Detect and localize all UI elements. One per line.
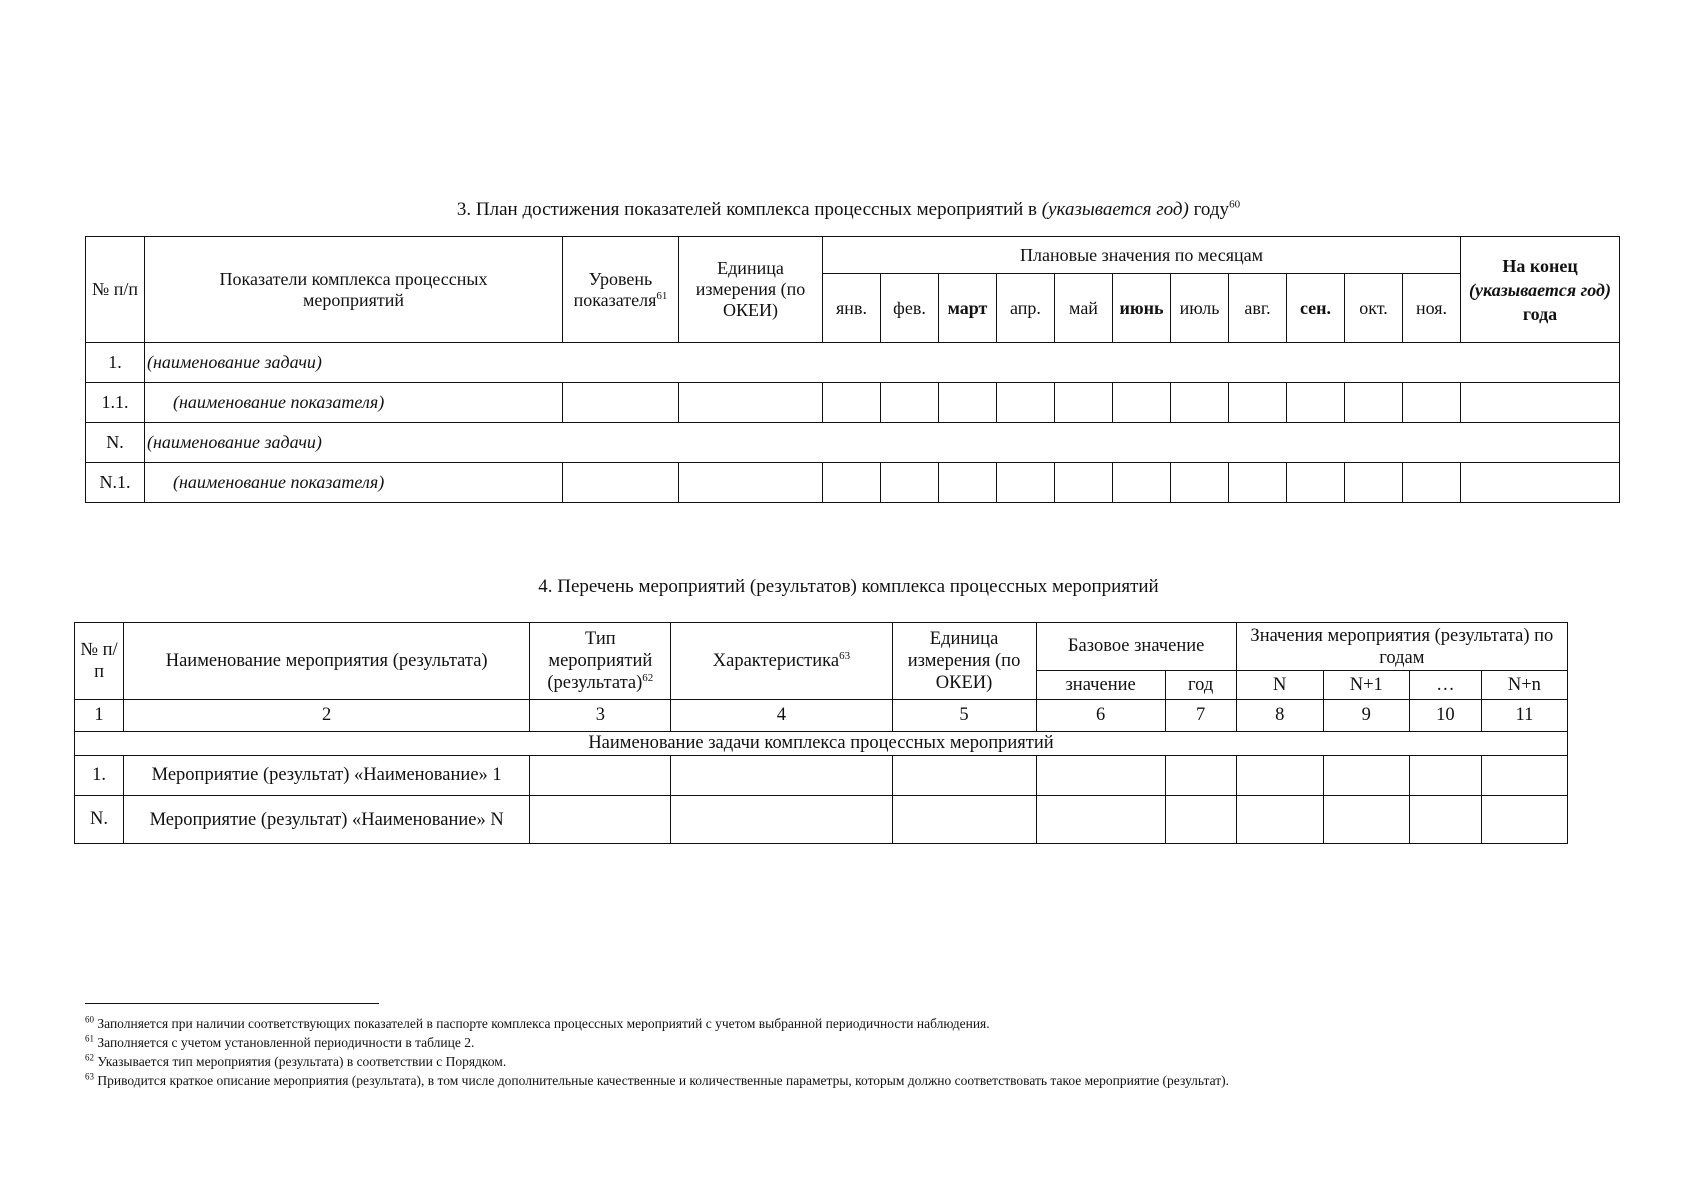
header-year-n-plus-1: N+1: [1323, 671, 1409, 700]
empty-cell: [563, 383, 679, 423]
header-unit: Единица измерения (по ОКЕИ): [892, 623, 1036, 700]
header-num: № п/п: [86, 237, 145, 343]
header-end-italic: (указывается год): [1469, 279, 1611, 300]
header-end-of-year: [1461, 237, 1620, 343]
indicators-plan-table: [85, 236, 1620, 503]
footnote-text: Указывается тип мероприятия (результата) в соответствии с Порядком.: [94, 1054, 507, 1069]
empty-cell: [1171, 383, 1229, 423]
month-feb: фев.: [881, 274, 939, 343]
empty-cell: [997, 383, 1055, 423]
footnote-62: [85, 1052, 1229, 1071]
empty-cell: [1345, 383, 1403, 423]
column-number: 4: [671, 700, 892, 732]
footnote-number: 62: [85, 1052, 94, 1063]
column-number: 9: [1323, 700, 1409, 732]
footnote-number: 63: [85, 1071, 94, 1082]
footnote-ref-60: 60: [1229, 198, 1241, 211]
empty-cell: [1236, 796, 1323, 844]
empty-cell: [881, 383, 939, 423]
footnote-separator: [85, 1003, 379, 1004]
row-num: 1.: [86, 343, 145, 383]
indicator-name: (наименование показателя): [145, 383, 563, 423]
column-number: 5: [892, 700, 1036, 732]
header-yearly-values: Значения мероприятия (результата) по годам: [1236, 623, 1567, 671]
section3-title-suffix: году: [1188, 199, 1230, 220]
header-level: [563, 237, 679, 343]
column-number: 1: [75, 700, 124, 732]
section4-title: 4. Перечень мероприятий (результатов) комплекса процессных мероприятий: [538, 576, 1159, 597]
header-end-bold1: На конец: [1502, 255, 1578, 276]
row-num: N.1.: [86, 463, 145, 503]
empty-cell: [1323, 756, 1409, 796]
empty-cell: [892, 756, 1036, 796]
activities-table: [74, 622, 1568, 844]
month-jul: июль: [1171, 274, 1229, 343]
empty-cell: [1036, 756, 1165, 796]
empty-cell: [1171, 463, 1229, 503]
table-row: [86, 463, 1620, 503]
header-activity-type: [530, 623, 671, 700]
table-row: [86, 343, 1620, 383]
header-year-n: N: [1236, 671, 1323, 700]
month-may: май: [1055, 274, 1113, 343]
header-characteristic: [671, 623, 892, 700]
header-activity-name: Наименование мероприятия (результата): [124, 623, 530, 700]
footnote-text: Приводится краткое описание мероприятия (результата), в том числе дополнительные качественные и количественные параметры, которым должно соответствовать такое мероприятие (результат).: [94, 1073, 1230, 1088]
empty-cell: [892, 796, 1036, 844]
section3-title-text: 3. План достижения показателей комплекса процессных мероприятий в: [456, 199, 1042, 220]
empty-cell: [1229, 463, 1287, 503]
header-base-value-year: год: [1165, 671, 1236, 700]
footnote-ref-63: 63: [839, 649, 851, 662]
footnote-61: [85, 1033, 1229, 1052]
header-num: № п/п: [75, 623, 124, 700]
footnote-60: [85, 1014, 1229, 1033]
header-unit: Единица измерения (по ОКЕИ): [679, 237, 823, 343]
row-num: 1.1.: [86, 383, 145, 423]
month-jun: июнь: [1113, 274, 1171, 343]
header-end-bold2: года: [1522, 303, 1558, 324]
column-number: 8: [1236, 700, 1323, 732]
empty-cell: [823, 383, 881, 423]
header-level-text: Уровень показателя: [573, 268, 657, 310]
header-year-ellipsis: …: [1409, 671, 1481, 700]
empty-cell: [679, 463, 823, 503]
table-row: [75, 756, 1568, 796]
empty-cell: [679, 383, 823, 423]
header-type-text: Тип мероприятий (результата): [547, 629, 653, 693]
header-base-value: Базовое значение: [1036, 623, 1236, 671]
empty-cell: [939, 383, 997, 423]
empty-cell: [1345, 463, 1403, 503]
table-row: [86, 423, 1620, 463]
header-base-value-value: значение: [1036, 671, 1165, 700]
footnote-ref-61: 61: [656, 289, 668, 302]
column-number: 2: [124, 700, 530, 732]
header-indicators: Показатели комплекса процессных мероприятий: [145, 237, 563, 343]
month-mar: март: [939, 274, 997, 343]
empty-cell: [997, 463, 1055, 503]
empty-cell: [881, 463, 939, 503]
month-apr: апр.: [997, 274, 1055, 343]
empty-cell: [1287, 463, 1345, 503]
section3-title-year: (указывается год): [1041, 199, 1189, 220]
empty-cell: [1481, 756, 1567, 796]
empty-cell: [1236, 756, 1323, 796]
footnote-text: Заполняется при наличии соответствующих показателей в паспорте комплекса процессных мероприятий с учетом выбранной периодичности наблюдения.: [94, 1016, 990, 1031]
month-oct: окт.: [1345, 274, 1403, 343]
activity-name: Мероприятие (результат) «Наименование» 1: [124, 756, 530, 796]
header-plan-months: Плановые значения по месяцам: [823, 237, 1461, 274]
empty-cell: [1229, 383, 1287, 423]
empty-cell: [1461, 463, 1620, 503]
empty-cell: [563, 463, 679, 503]
empty-cell: [1113, 383, 1171, 423]
empty-cell: [1165, 756, 1236, 796]
empty-cell: [1409, 756, 1481, 796]
empty-cell: [1323, 796, 1409, 844]
empty-cell: [823, 463, 881, 503]
footnote-text: Заполняется с учетом установленной периодичности в таблице 2.: [94, 1035, 475, 1050]
empty-cell: [1036, 796, 1165, 844]
empty-cell: [1403, 383, 1461, 423]
table-row: [75, 796, 1568, 844]
footnotes: [85, 1014, 1229, 1090]
empty-cell: [1409, 796, 1481, 844]
empty-cell: [1113, 463, 1171, 503]
empty-cell: [1287, 383, 1345, 423]
empty-cell: [1403, 463, 1461, 503]
empty-cell: [1461, 383, 1620, 423]
section3-title: [0, 199, 1697, 221]
empty-cell: [939, 463, 997, 503]
empty-cell: [1481, 796, 1567, 844]
row-num: N.: [86, 423, 145, 463]
header-characteristic-text: Характеристика: [712, 650, 840, 671]
task-name: (наименование задачи): [145, 343, 1620, 383]
activity-name: Мероприятие (результат) «Наименование» N: [124, 796, 530, 844]
row-num: N.: [75, 796, 124, 844]
header-year-n-plus-n: N+n: [1481, 671, 1567, 700]
empty-cell: [1165, 796, 1236, 844]
column-number: 10: [1409, 700, 1481, 732]
month-nov: ноя.: [1403, 274, 1461, 343]
month-jan: янв.: [823, 274, 881, 343]
empty-cell: [1055, 463, 1113, 503]
column-number: 11: [1481, 700, 1567, 732]
column-number: 7: [1165, 700, 1236, 732]
table-row: [86, 383, 1620, 423]
empty-cell: [671, 756, 892, 796]
column-number-row: [75, 700, 1568, 732]
task-group-row: Наименование задачи комплекса процессных мероприятий: [75, 732, 1568, 756]
empty-cell: [1055, 383, 1113, 423]
task-name: (наименование задачи): [145, 423, 1620, 463]
column-number: 6: [1036, 700, 1165, 732]
month-aug: авг.: [1229, 274, 1287, 343]
footnote-ref-62: 62: [642, 671, 654, 684]
footnote-number: 61: [85, 1033, 94, 1044]
footnote-63: [85, 1071, 1229, 1090]
column-number: 3: [530, 700, 671, 732]
empty-cell: [671, 796, 892, 844]
empty-cell: [530, 756, 671, 796]
month-sep: сен.: [1287, 274, 1345, 343]
footnote-number: 60: [85, 1014, 94, 1025]
indicator-name: (наименование показателя): [145, 463, 563, 503]
empty-cell: [530, 796, 671, 844]
row-num: 1.: [75, 756, 124, 796]
